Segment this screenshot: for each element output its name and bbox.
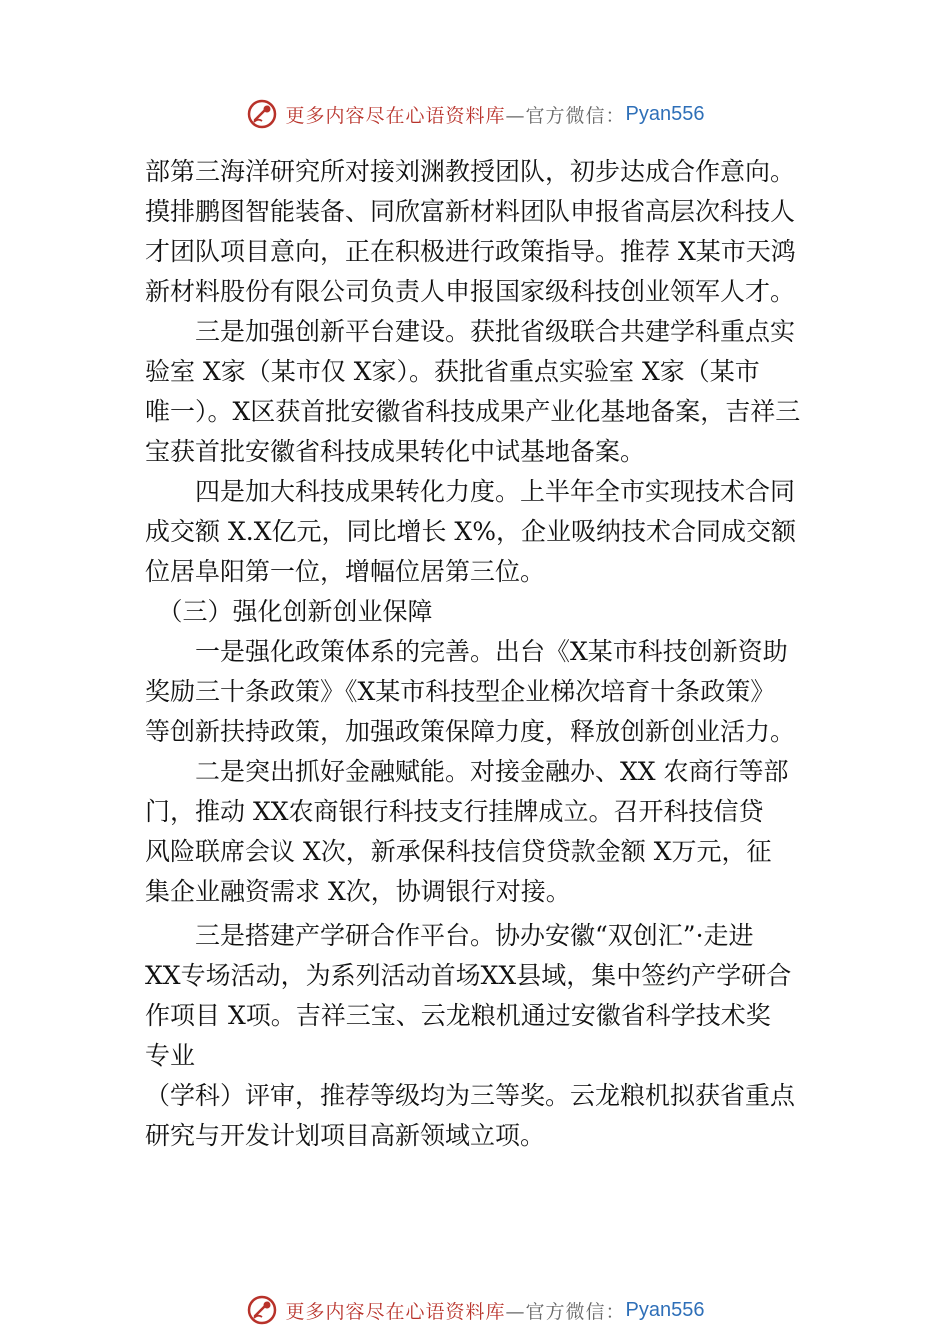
text-line: 三是搭建产学研合作平台。协办安徽“双创汇”·走进 bbox=[145, 921, 754, 950]
banner-account: Pyan556 bbox=[625, 102, 705, 125]
text-line: 奖励三十条政策》《X某市科技型企业梯次培育十条政策》 bbox=[145, 677, 776, 706]
document-body bbox=[145, 152, 815, 1156]
text-line: 成交额 X.X亿元，同比增长 X%，企业吸纳技术合同成交额 bbox=[145, 517, 796, 546]
text-line: 研究与开发计划项目高新领域立项。 bbox=[145, 1121, 546, 1150]
banner-wechat-label: —官方微信： bbox=[505, 1300, 626, 1323]
text-line: 部第三海洋研究所对接刘渊教授团队，初步达成合作意向。 bbox=[145, 157, 796, 186]
text-line: 唯一）。X区获首批安徽省科技成果产业化基地备案，吉祥三 bbox=[145, 397, 801, 426]
banner-wechat-label: —官方微信： bbox=[505, 104, 626, 127]
text-line: 集企业融资需求 X次，协调银行对接。 bbox=[145, 877, 571, 906]
text-line: 位居阜阳第一位，增幅位居第三位。 bbox=[145, 557, 546, 586]
text-line: 才团队项目意向，正在积极进行政策指导。推荐 X某市天鸿 bbox=[145, 237, 796, 266]
text-line: 等创新扶持政策，加强政策保障力度，释放创新创业活力。 bbox=[145, 717, 796, 746]
text-line: 门，推动 XX农商银行科技支行挂牌成立。召开科技信贷 bbox=[145, 797, 764, 826]
text-line: XX专场活动，为系列活动首场XX县域，集中签约产学研合 bbox=[145, 961, 792, 990]
brand-logo-icon bbox=[246, 98, 278, 130]
header-banner bbox=[0, 94, 950, 134]
text-line: 风险联席会议 X次，新承保科技信贷贷款金额 X万元，征 bbox=[145, 837, 772, 866]
text-line: 二是突出抓好金融赋能。对接金融办、XX 农商行等部 bbox=[145, 757, 789, 786]
banner-prefix: 更多内容尽在心语资料库 bbox=[285, 104, 506, 127]
text-line: （学科）评审，推荐等级均为三等奖。云龙粮机拟获省重点 bbox=[145, 1081, 796, 1110]
text-line: 一是强化政策体系的完善。出台《X某市科技创新资助 bbox=[145, 637, 788, 666]
footer-banner bbox=[0, 1290, 950, 1330]
text-line: 新材料股份有限公司负责人申报国家级科技创业领军人才。 bbox=[145, 277, 796, 306]
text-line: 宝获首批安徽省科技成果转化中试基地备案。 bbox=[145, 437, 646, 466]
text-line: 四是加大科技成果转化力度。上半年全市实现技术合同 bbox=[145, 477, 796, 506]
text-line: 摸排鹏图智能装备、同欣富新材料团队申报省高层次科技人 bbox=[145, 197, 796, 226]
text-line: 作项目 X项。吉祥三宝、云龙粮机通过安徽省科学技术奖 bbox=[145, 1001, 771, 1030]
section-heading: （三）强化创新创业保障 bbox=[145, 597, 433, 626]
banner-account: Pyan556 bbox=[625, 1298, 705, 1321]
text-line: 三是加强创新平台建设。获批省级联合共建学科重点实 bbox=[145, 317, 796, 346]
text-line: 专业 bbox=[145, 1041, 196, 1070]
brand-logo-icon bbox=[246, 1294, 278, 1326]
banner-prefix: 更多内容尽在心语资料库 bbox=[285, 1300, 506, 1323]
text-line: 验室 X家（某市仅 X家）。获批省重点实验室 X家（某市 bbox=[145, 357, 760, 386]
